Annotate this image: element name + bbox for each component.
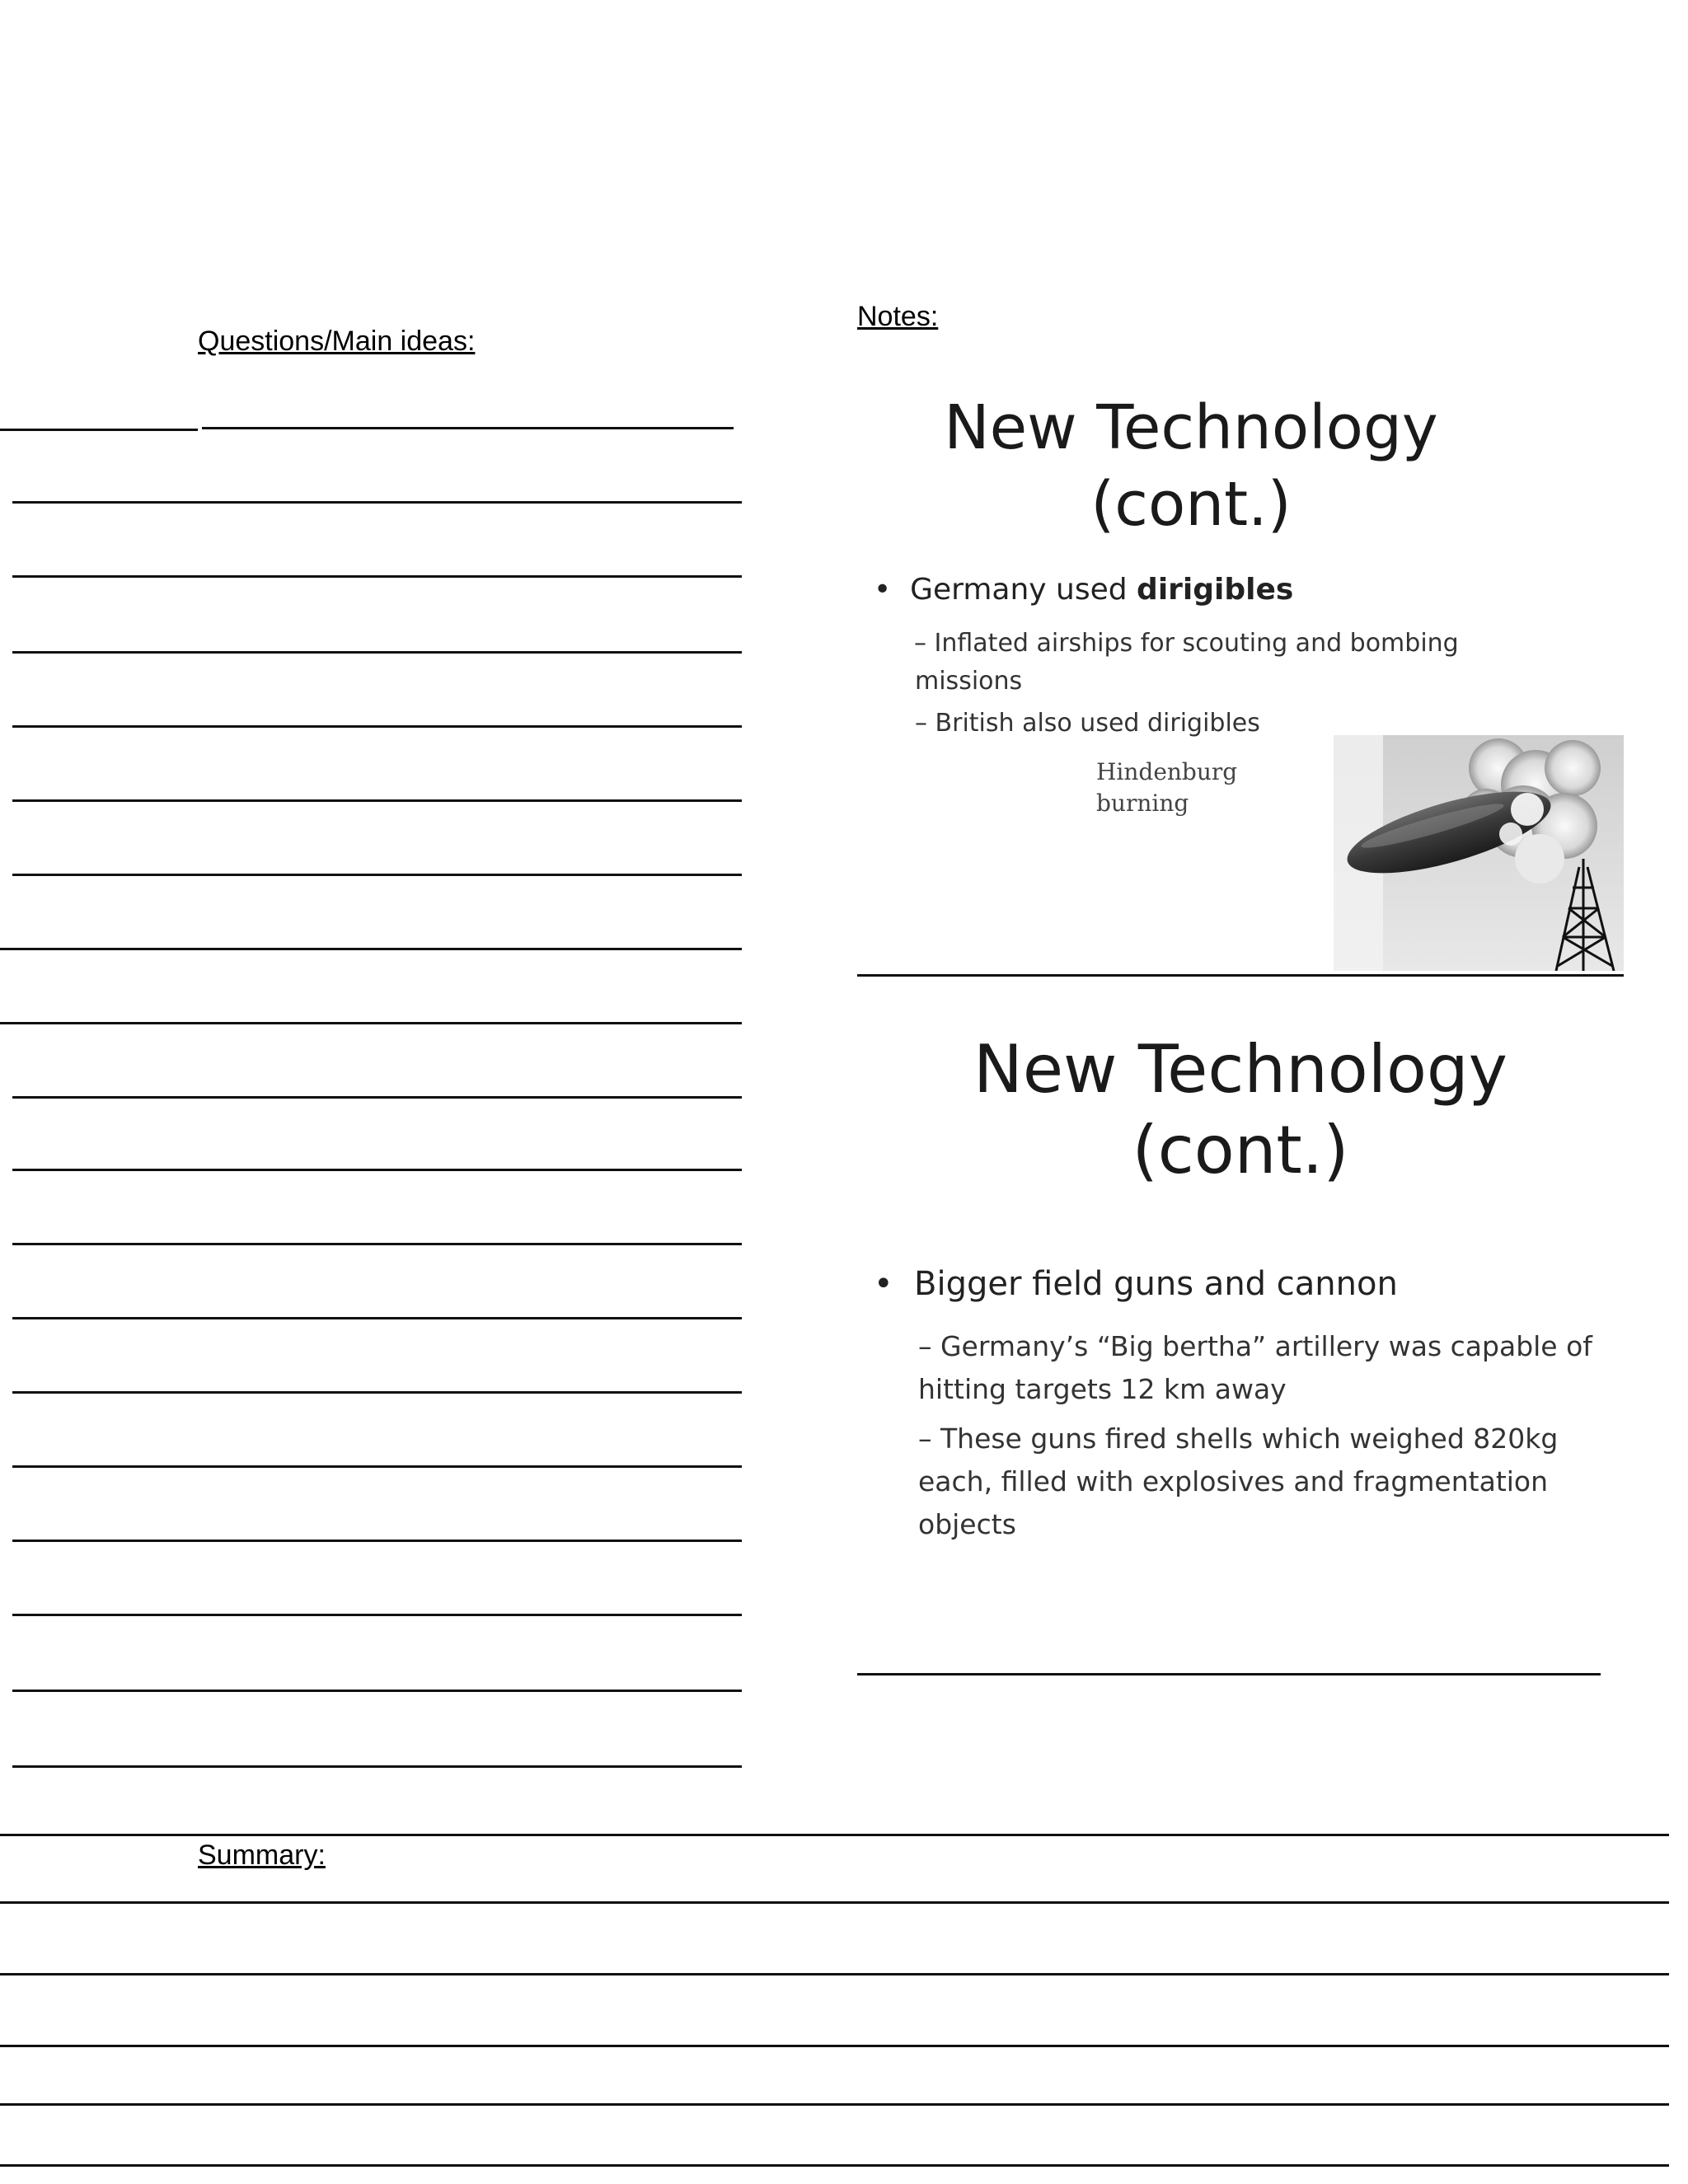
question-line[interactable] [12, 799, 742, 802]
summary-line[interactable] [0, 1973, 1669, 1975]
summary-top-rule [0, 1834, 1669, 1836]
question-line[interactable] [12, 725, 742, 728]
question-line[interactable] [12, 1465, 742, 1468]
summary-line[interactable] [0, 2045, 1669, 2047]
question-line[interactable] [12, 1096, 742, 1099]
summary-line[interactable] [0, 2103, 1669, 2106]
question-line[interactable] [0, 429, 198, 431]
slide-title-line1: New Technology [944, 392, 1438, 463]
question-line[interactable] [12, 1614, 742, 1616]
question-line[interactable] [0, 1022, 742, 1024]
question-line[interactable] [12, 1243, 742, 1245]
slide-field-guns [857, 1014, 1624, 1640]
question-line[interactable] [12, 1317, 742, 1319]
question-line[interactable] [12, 575, 742, 578]
question-line[interactable] [12, 1169, 742, 1171]
slide-title-line2: (cont.) [1132, 1112, 1349, 1188]
question-line[interactable] [12, 1765, 742, 1768]
summary-line[interactable] [0, 2164, 1669, 2167]
bullet-dot: • [874, 1265, 893, 1303]
slide-title-line1: New Technology [973, 1031, 1508, 1108]
sub-bullet-british: – British also used dirigibles [915, 709, 1260, 738]
question-line[interactable] [12, 651, 742, 654]
question-line[interactable] [12, 501, 742, 504]
question-line[interactable] [12, 874, 742, 876]
sub-bullet-big-bertha: – Germany’s “Big bertha” artillery was capable of hitting targets 12 km away [918, 1330, 1592, 1405]
questions-heading: Questions/Main ideas: [198, 326, 476, 357]
bullet-text: Bigger field guns and cannon [914, 1265, 1398, 1303]
bullet-text: Germany used [910, 573, 1137, 607]
notes-heading: Notes: [857, 301, 939, 332]
summary-line[interactable] [0, 1901, 1669, 1904]
sub-bullet-inflated: – Inflated airships for scouting and bombing missions [914, 629, 1459, 696]
question-line[interactable] [0, 948, 742, 950]
bullet-dirigibles [874, 573, 1293, 607]
slide-dirigibles [857, 379, 1624, 972]
question-line[interactable] [12, 1540, 742, 1542]
question-line[interactable] [12, 1690, 742, 1692]
bullet-dot: • [874, 573, 892, 607]
bullet-field-guns [874, 1265, 1398, 1303]
question-line[interactable] [202, 427, 734, 429]
bullet-bold-term: dirigibles [1137, 573, 1294, 607]
slide-title-line2: (cont.) [1090, 469, 1292, 540]
notes-line[interactable] [857, 1673, 1601, 1675]
caption-line1: Hindenburg [1096, 758, 1238, 785]
caption-line2: burning [1096, 790, 1189, 817]
sub-bullet-shells: – These guns fired shells which weighed 820kg each, filled with explosives and fragmentation objects [918, 1422, 1559, 1540]
summary-heading: Summary: [198, 1840, 326, 1871]
image-caption [1096, 757, 1237, 819]
question-line[interactable] [12, 1391, 742, 1394]
notes-line[interactable] [857, 974, 1624, 977]
burning-airship-photo-icon [1334, 735, 1624, 971]
